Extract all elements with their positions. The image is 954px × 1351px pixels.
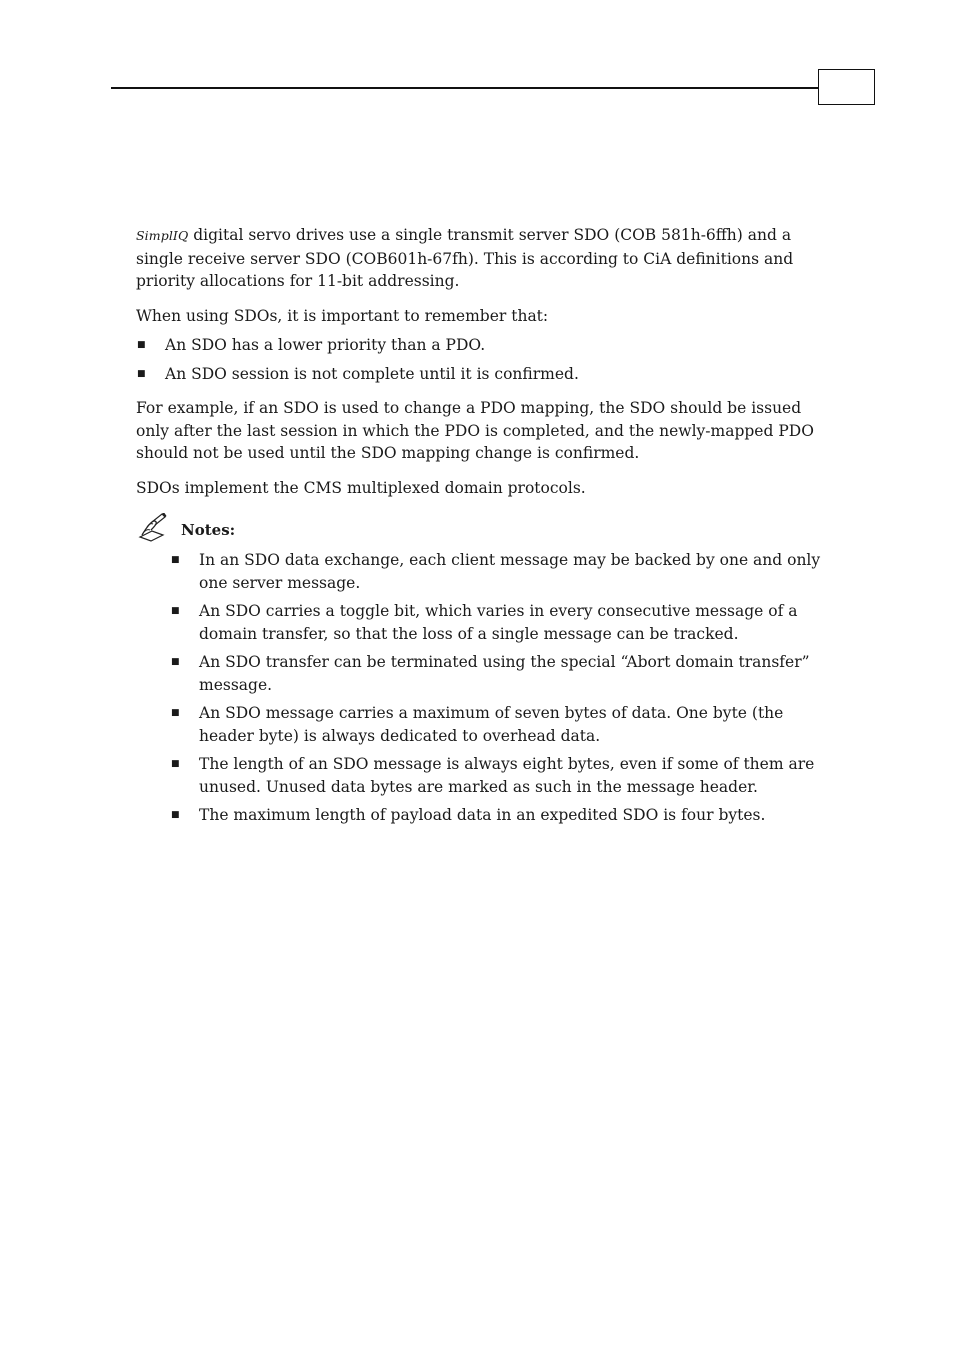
bullet-marker: ■: [137, 340, 146, 350]
brand-name: SimplIQ: [136, 228, 189, 243]
list-item: [171, 549, 826, 594]
list-item-text: An SDO carries a toggle bit, which varies in every consecutive message of a domain transfer, so that the loss of a single message can be tracked.: [199, 602, 798, 643]
intro-paragraph: [136, 224, 826, 293]
list-item-text: An SDO has a lower priority than a PDO.: [165, 336, 486, 354]
notes-list: [136, 549, 826, 827]
bullet-marker: ■: [171, 555, 180, 565]
bullet-marker: ■: [171, 708, 180, 718]
list-item: [171, 600, 826, 645]
bullet-marker: ■: [137, 368, 146, 379]
list-item-text: An SDO session is not complete until it is confirmed.: [165, 364, 579, 383]
lead-paragraph: When using SDOs, it is important to remember that:: [136, 306, 549, 325]
list-item-text: The maximum length of payload data in an expedited SDO is four bytes.: [199, 806, 766, 824]
notes-header: [136, 513, 826, 549]
header-rule: [111, 87, 819, 89]
protocols-paragraph: SDOs implement the CMS multiplexed domain protocols.: [136, 478, 586, 497]
list-item: [136, 334, 826, 357]
list-item: [171, 702, 826, 747]
bullet-marker: ■: [171, 606, 180, 616]
bullet-marker: ■: [171, 657, 180, 667]
hand-writing-icon: [138, 513, 172, 543]
sdo-bullet-list: [136, 334, 826, 385]
list-item: [171, 651, 826, 696]
page-number-box: [818, 69, 875, 105]
bullet-marker: ■: [171, 810, 180, 820]
example-paragraph: For example, if an SDO is used to change a PDO mapping, the SDO should be issued only after the last session in which the PDO is completed, and the newly-mapped PDO should not be used until the SDO mapping change is confirmed.: [136, 399, 814, 462]
intro-text: digital servo drives use a single transmit server SDO (COB 581h-6ffh) and a single receive server SDO (COB601h-67fh). This is according to CiA definitions and priority allocations for 11-bit addressing.: [136, 226, 794, 290]
list-item: [136, 363, 826, 386]
bullet-marker: ■: [171, 759, 180, 769]
list-item-text: An SDO transfer can be terminated using the special “Abort domain transfer” message.: [199, 653, 810, 694]
list-item-text: The length of an SDO message is always eight bytes, even if some of them are unused. Unused data bytes are marked as such in the message header.: [199, 755, 815, 796]
page-body: [136, 224, 826, 833]
list-item: [171, 804, 826, 827]
notes-label: Notes:: [181, 521, 236, 539]
list-item: [171, 753, 826, 798]
list-item-text: An SDO message carries a maximum of seven bytes of data. One byte (the header byte) is always dedicated to overhead data.: [199, 704, 784, 745]
list-item-text: In an SDO data exchange, each client message may be backed by one and only one server message.: [199, 551, 821, 592]
